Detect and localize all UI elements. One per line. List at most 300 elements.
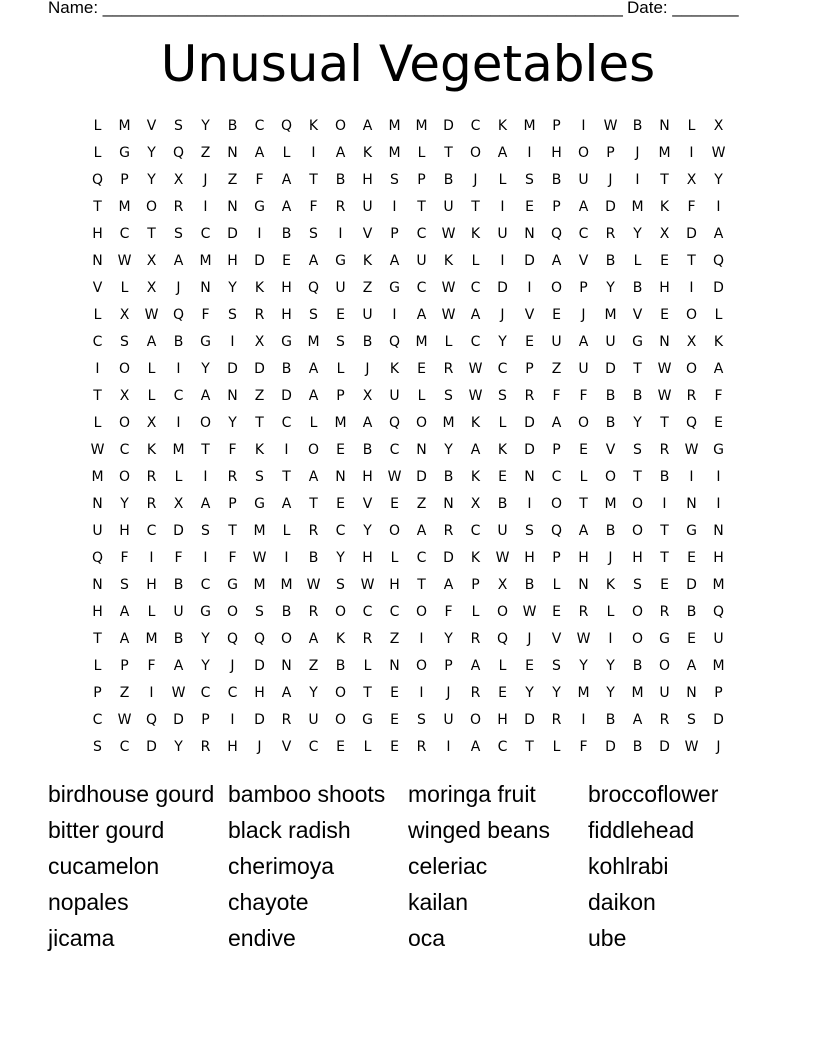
grid-letter: I [311, 145, 316, 161]
grid-letter: D [524, 253, 535, 269]
grid-letter: B [686, 604, 697, 620]
grid-letter: A [308, 631, 319, 647]
grid-letter: S [525, 172, 534, 188]
grid-letter: G [254, 199, 265, 215]
grid-letter: P [579, 280, 588, 296]
grid-letter: G [200, 334, 211, 350]
grid-letter: K [497, 442, 508, 458]
grid-letter: R [470, 685, 481, 701]
grid-letter: I [230, 712, 235, 728]
grid-letter: Y [201, 361, 210, 377]
grid-letter: C [200, 685, 211, 701]
grid-letter: W [576, 631, 591, 647]
grid-letter: M [145, 631, 158, 647]
grid-letter: Y [444, 442, 453, 458]
grid-letter: I [392, 307, 397, 323]
grid-letter: M [199, 253, 212, 269]
grid-letter: I [149, 685, 154, 701]
grid-letter: C [119, 739, 130, 755]
grid-letter: R [335, 199, 346, 215]
grid-letter: G [335, 253, 346, 269]
grid-letter: O [550, 496, 563, 512]
grid-letter: Q [388, 415, 401, 431]
grid-letter: T [228, 523, 237, 539]
grid-letter: Q [685, 415, 698, 431]
grid-letter: P [390, 226, 399, 242]
grid-letter: Y [606, 658, 615, 674]
grid-letter: O [631, 523, 644, 539]
grid-letter: E [525, 658, 534, 674]
grid-letter: O [550, 280, 563, 296]
grid-letter: C [119, 226, 130, 242]
grid-letter: B [632, 739, 643, 755]
grid-letter: W [441, 226, 456, 242]
grid-letter: W [603, 118, 618, 134]
grid-letter: M [712, 658, 725, 674]
grid-letter: N [92, 253, 103, 269]
grid-letter: W [468, 388, 483, 404]
grid-letter: D [254, 712, 265, 728]
grid-letter: E [660, 577, 669, 593]
grid-letter: I [662, 496, 667, 512]
grid-letter: N [227, 388, 238, 404]
grid-letter: G [659, 631, 670, 647]
grid-letter: D [659, 739, 670, 755]
grid-letter: O [118, 415, 131, 431]
grid-letter: I [716, 469, 721, 485]
grid-letter: N [659, 118, 670, 134]
grid-letter: J [176, 280, 181, 296]
grid-letter: F [309, 199, 318, 215]
grid-letter: B [632, 118, 643, 134]
grid-letter: H [578, 550, 589, 566]
grid-letter: T [687, 253, 696, 269]
grid-letter: F [255, 172, 264, 188]
grid-letter: S [390, 172, 399, 188]
grid-letter: L [417, 145, 426, 161]
grid-letter: T [255, 415, 264, 431]
grid-letter: F [120, 550, 129, 566]
grid-letter: I [716, 496, 721, 512]
grid-letter: C [416, 226, 427, 242]
grid-letter: Y [606, 685, 615, 701]
grid-letter: Y [336, 550, 345, 566]
grid-letter: U [389, 388, 400, 404]
grid-letter: E [336, 739, 345, 755]
grid-letter: R [470, 631, 481, 647]
grid-letter: H [659, 280, 670, 296]
grid-letter: F [174, 550, 183, 566]
grid-letter: B [443, 469, 454, 485]
grid-letter: P [228, 496, 237, 512]
grid-letter: T [93, 631, 102, 647]
grid-letter: A [281, 685, 292, 701]
grid-letter: R [578, 604, 589, 620]
grid-letter: O [631, 631, 644, 647]
grid-letter: X [686, 172, 697, 188]
grid-letter: W [468, 361, 483, 377]
grid-letter: Q [145, 712, 158, 728]
grid-letter: C [227, 685, 238, 701]
grid-letter: N [227, 145, 238, 161]
grid-letter: P [93, 685, 102, 701]
grid-letter: J [365, 361, 370, 377]
grid-letter: H [362, 550, 373, 566]
grid-letter: Y [228, 280, 237, 296]
grid-letter: Y [120, 496, 129, 512]
grid-letter: C [389, 442, 400, 458]
grid-letter: A [362, 118, 373, 134]
word-list-item: kohlrabi [588, 853, 669, 879]
grid-letter: G [227, 577, 238, 593]
grid-letter: C [146, 523, 157, 539]
grid-letter: Y [579, 658, 588, 674]
grid-letter: L [444, 334, 453, 350]
page-title: Unusual Vegetables [160, 35, 656, 93]
grid-letter: M [631, 685, 644, 701]
grid-letter: E [525, 334, 534, 350]
word-list-item: bitter gourd [48, 817, 165, 843]
grid-letter: S [687, 712, 696, 728]
grid-letter: Q [172, 145, 185, 161]
grid-letter: R [659, 604, 670, 620]
grid-letter: K [308, 118, 319, 134]
grid-letter: A [281, 496, 292, 512]
grid-letter: B [173, 577, 184, 593]
grid-letter: M [442, 415, 455, 431]
grid-letter: Z [389, 631, 400, 647]
grid-letter: X [146, 253, 157, 269]
grid-letter: H [524, 550, 535, 566]
grid-letter: O [496, 604, 509, 620]
grid-letter: J [608, 172, 613, 188]
grid-letter: S [633, 577, 642, 593]
grid-letter: H [281, 307, 292, 323]
grid-letter: S [174, 118, 183, 134]
grid-letter: J [581, 307, 586, 323]
grid-letter: T [633, 361, 642, 377]
grid-letter: C [416, 550, 427, 566]
word-list-item: nopales [48, 889, 129, 915]
grid-letter: G [362, 712, 373, 728]
grid-letter: N [281, 658, 292, 674]
grid-letter: A [389, 253, 400, 269]
grid-letter: A [578, 523, 589, 539]
grid-letter: B [173, 631, 184, 647]
grid-letter: W [441, 280, 456, 296]
grid-letter: B [605, 253, 616, 269]
grid-letter: C [92, 712, 103, 728]
grid-letter: U [551, 334, 562, 350]
grid-letter: S [255, 469, 264, 485]
grid-letter: M [91, 469, 104, 485]
grid-letter: N [335, 469, 346, 485]
grid-letter: V [92, 280, 103, 296]
grid-letter: P [120, 658, 129, 674]
grid-letter: I [581, 118, 586, 134]
grid-letter: L [174, 469, 183, 485]
grid-letter: A [470, 739, 481, 755]
grid-letter: M [388, 145, 401, 161]
grid-letter: E [660, 307, 669, 323]
grid-letter: O [118, 361, 131, 377]
grid-letter: L [498, 658, 507, 674]
grid-letter: U [578, 172, 589, 188]
grid-letter: K [470, 415, 481, 431]
grid-letter: P [471, 577, 480, 593]
grid-letter: A [632, 712, 643, 728]
grid-letter: M [118, 118, 131, 134]
grid-letter: C [119, 442, 130, 458]
grid-letter: O [415, 658, 428, 674]
grid-letter: Q [226, 631, 239, 647]
grid-letter: Y [147, 172, 156, 188]
grid-letter: O [280, 631, 293, 647]
grid-letter: P [552, 442, 561, 458]
word-list-item: black radish [228, 817, 351, 843]
grid-letter: E [552, 307, 561, 323]
grid-letter: U [92, 523, 103, 539]
grid-letter: L [687, 118, 696, 134]
grid-letter: U [416, 253, 427, 269]
grid-letter: I [716, 199, 721, 215]
grid-letter: E [714, 415, 723, 431]
grid-letter: N [713, 523, 724, 539]
grid-letter: E [417, 361, 426, 377]
grid-letter: R [146, 496, 157, 512]
grid-letter: O [226, 604, 239, 620]
grid-letter: J [230, 658, 235, 674]
grid-letter: X [659, 226, 670, 242]
grid-letter: D [713, 280, 724, 296]
grid-letter: O [604, 469, 617, 485]
grid-letter: S [633, 442, 642, 458]
grid-letter: L [93, 118, 102, 134]
grid-letter: A [470, 442, 481, 458]
grid-letter: O [334, 712, 347, 728]
grid-letter: N [92, 496, 103, 512]
grid-letter: R [227, 469, 238, 485]
grid-letter: C [470, 523, 481, 539]
date-field[interactable]: Date: _______ [627, 0, 739, 17]
grid-letter: H [92, 604, 103, 620]
grid-letter: M [253, 523, 266, 539]
grid-letter: K [254, 442, 265, 458]
grid-letter: I [176, 415, 181, 431]
grid-letter: H [254, 685, 265, 701]
grid-letter: C [308, 739, 319, 755]
grid-letter: E [390, 685, 399, 701]
grid-letter: T [660, 415, 669, 431]
grid-letter: C [200, 577, 211, 593]
grid-letter: M [604, 307, 617, 323]
grid-letter: L [93, 415, 102, 431]
grid-letter: Q [496, 631, 509, 647]
grid-letter: E [390, 496, 399, 512]
grid-letter: V [146, 118, 157, 134]
grid-letter: W [90, 442, 105, 458]
grid-letter: E [660, 253, 669, 269]
grid-letter: L [714, 307, 723, 323]
grid-letter: M [172, 442, 185, 458]
grid-letter: Q [91, 550, 104, 566]
grid-letter: Y [363, 523, 372, 539]
grid-letter: L [471, 253, 480, 269]
grid-letter: A [308, 253, 319, 269]
grid-letter: S [336, 334, 345, 350]
grid-letter: N [686, 685, 697, 701]
word-list [48, 778, 768, 958]
grid-letter: H [92, 226, 103, 242]
grid-letter: B [227, 118, 238, 134]
grid-letter: Q [388, 334, 401, 350]
grid-letter: J [608, 550, 613, 566]
grid-letter: M [280, 577, 293, 593]
grid-letter: X [362, 388, 373, 404]
grid-letter: S [93, 739, 102, 755]
grid-letter: W [171, 685, 186, 701]
grid-letter: B [659, 469, 670, 485]
grid-letter: D [173, 712, 184, 728]
grid-letter: W [441, 307, 456, 323]
grid-letter: L [417, 388, 426, 404]
grid-letter: L [120, 280, 129, 296]
grid-letter: U [173, 604, 184, 620]
grid-letter: W [144, 307, 159, 323]
grid-letter: D [605, 199, 616, 215]
grid-letter: F [228, 442, 237, 458]
grid-letter: D [524, 415, 535, 431]
grid-letter: R [416, 739, 427, 755]
grid-letter: L [363, 739, 372, 755]
grid-letter: C [497, 361, 508, 377]
grid-letter: O [631, 604, 644, 620]
grid-letter: N [524, 469, 535, 485]
grid-letter: P [444, 658, 453, 674]
word-list-item: celeriac [408, 853, 488, 879]
grid-letter: P [606, 145, 615, 161]
grid-letter: Z [119, 685, 130, 701]
grid-letter: B [605, 388, 616, 404]
grid-letter: E [525, 199, 534, 215]
grid-letter: E [498, 469, 507, 485]
grid-letter: U [497, 523, 508, 539]
grid-letter: M [253, 577, 266, 593]
name-field[interactable]: Name: _______________________________________________________ [48, 0, 623, 17]
grid-letter: Y [228, 415, 237, 431]
grid-letter: K [470, 469, 481, 485]
grid-letter: S [120, 334, 129, 350]
grid-letter: S [309, 307, 318, 323]
grid-letter: X [686, 334, 697, 350]
grid-letter: N [659, 334, 670, 350]
grid-letter: B [308, 550, 319, 566]
grid-letter: R [281, 712, 292, 728]
grid-letter: S [552, 658, 561, 674]
grid-letter: Z [551, 361, 562, 377]
grid-letter: L [498, 415, 507, 431]
grid-letter: C [254, 118, 265, 134]
grid-letter: L [93, 658, 102, 674]
grid-letter: O [415, 604, 428, 620]
grid-letter: T [147, 226, 156, 242]
grid-letter: L [633, 253, 642, 269]
grid-letter: C [470, 118, 481, 134]
grid-letter: J [527, 631, 532, 647]
grid-letter: H [227, 253, 238, 269]
grid-letter: W [117, 253, 132, 269]
grid-letter: H [632, 550, 643, 566]
grid-letter: U [713, 631, 724, 647]
grid-letter: M [658, 145, 671, 161]
word-list-item: chayote [228, 889, 309, 915]
grid-letter: M [604, 496, 617, 512]
grid-letter: I [689, 145, 694, 161]
grid-letter: A [686, 658, 697, 674]
grid-letter: E [390, 712, 399, 728]
grid-letter: R [659, 442, 670, 458]
grid-letter: O [415, 415, 428, 431]
word-list-item: bamboo shoots [228, 781, 386, 807]
word-list-item: ube [588, 925, 627, 951]
grid-letter: K [335, 631, 346, 647]
grid-letter: D [173, 523, 184, 539]
grid-letter: E [336, 496, 345, 512]
grid-letter: F [201, 307, 210, 323]
grid-letter: Y [525, 685, 534, 701]
grid-letter: Y [714, 172, 723, 188]
header [48, 0, 748, 20]
grid-letter: H [281, 280, 292, 296]
grid-letter: P [417, 172, 426, 188]
grid-letter: I [392, 199, 397, 215]
grid-letter: I [230, 334, 235, 350]
grid-letter: O [577, 145, 590, 161]
grid-letter: B [605, 712, 616, 728]
grid-letter: K [470, 550, 481, 566]
grid-letter: N [686, 496, 697, 512]
grid-letter: V [578, 253, 589, 269]
grid-letter: A [200, 496, 211, 512]
grid-letter: A [281, 172, 292, 188]
grid-letter: H [389, 577, 400, 593]
grid-letter: Y [147, 145, 156, 161]
word-list-item: moringa fruit [408, 781, 536, 807]
word-list-item: birdhouse gourd [48, 781, 215, 807]
grid-letter: U [605, 334, 616, 350]
grid-letter: V [524, 307, 535, 323]
grid-letter: A [308, 469, 319, 485]
grid-letter: Y [201, 118, 210, 134]
grid-letter: R [443, 523, 454, 539]
grid-letter: M [415, 334, 428, 350]
grid-letter: F [579, 739, 588, 755]
grid-letter: N [227, 199, 238, 215]
grid-letter: J [446, 685, 451, 701]
grid-letter: P [201, 712, 210, 728]
grid-letter: D [254, 253, 265, 269]
grid-letter: C [389, 604, 400, 620]
grid-letter: L [93, 145, 102, 161]
grid-letter: F [714, 388, 723, 404]
grid-letter: H [713, 550, 724, 566]
grid-letter: S [201, 523, 210, 539]
grid-letter: C [470, 334, 481, 350]
grid-letter: A [416, 307, 427, 323]
grid-letter: I [257, 226, 262, 242]
word-list-item: cucamelon [48, 853, 160, 879]
grid-letter: N [389, 658, 400, 674]
